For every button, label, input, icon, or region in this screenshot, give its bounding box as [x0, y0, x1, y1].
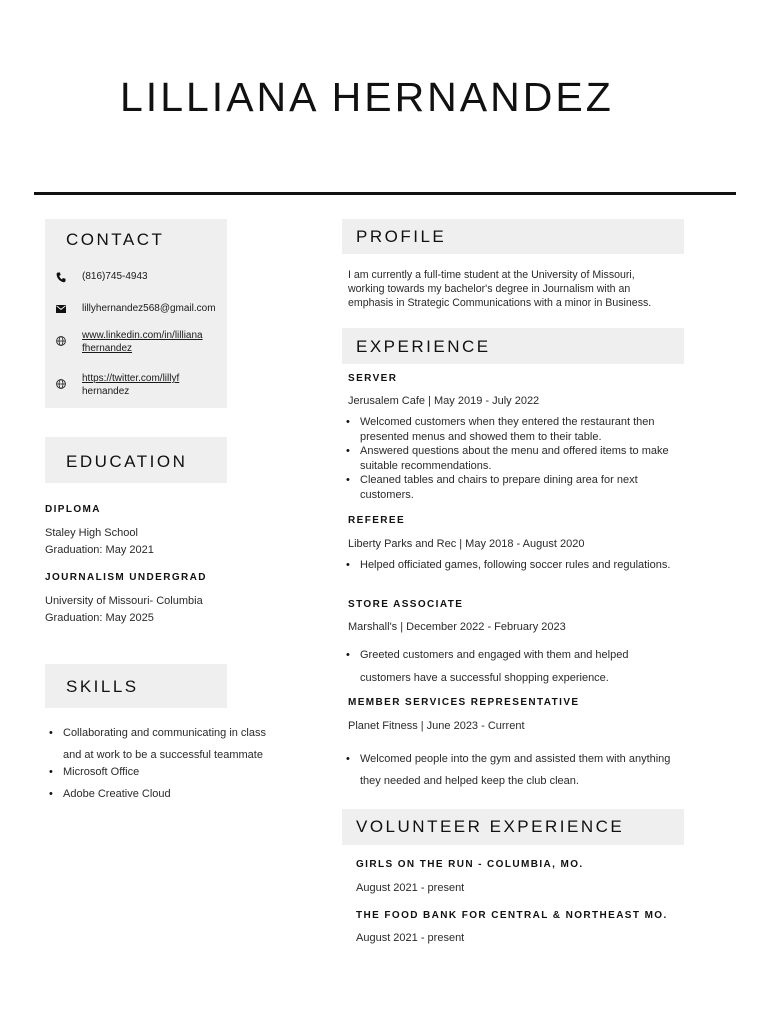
volunteer-title: VOLUNTEER EXPERIENCE: [356, 817, 625, 836]
profile-line: emphasis in Strategic Communications with a minor in Business.: [348, 297, 652, 309]
mail-icon: [56, 302, 82, 316]
profile-title: PROFILE: [356, 227, 447, 246]
volunteer-org: GIRLS ON THE RUN - COLUMBIA, MO.: [356, 859, 584, 870]
globe-icon: [56, 377, 82, 391]
job-bullet: [360, 415, 655, 444]
skills-title: SKILLS: [66, 677, 139, 696]
skill-item-line1: Adobe Creative Cloud: [63, 788, 171, 800]
job-meta: Jerusalem Cafe | May 2019 - July 2022: [348, 395, 540, 407]
profile-text: [348, 268, 651, 310]
volunteer-date: August 2021 - present: [356, 932, 465, 944]
education-section-header: [45, 437, 227, 483]
job-role: REFEREE: [348, 515, 406, 526]
job-role: MEMBER SERVICES REPRESENTATIVE: [348, 697, 580, 708]
education-graduation: Graduation: May 2021: [45, 544, 154, 556]
volunteer-date: August 2021 - present: [356, 882, 465, 894]
job-bullet-line1: Answered questions about the menu and offered items to make: [360, 445, 669, 457]
linkedin-link[interactable]: [82, 329, 203, 355]
phone-icon: [56, 270, 82, 284]
contact-phone: [56, 270, 148, 284]
job-bullet-line2: they needed and helped keep the club clean.: [360, 775, 579, 787]
job-bullet-line1: Welcomed people into the gym and assisted them with anything: [360, 753, 671, 765]
job-bullet-line2: suitable recommendations.: [360, 459, 492, 472]
contact-title: CONTACT: [66, 230, 165, 249]
job-bullet: [360, 644, 628, 690]
job-bullet-line2: customers have a successful shopping experience.: [360, 672, 609, 684]
twitter-link-line2: hernandez: [82, 386, 130, 397]
education-school: University of Missouri- Columbia: [45, 595, 203, 607]
globe-icon: [56, 334, 82, 348]
job-bullet-line1: Helped officiated games, following soccer rules and regulations.: [360, 559, 671, 571]
volunteer-org: THE FOOD BANK FOR CENTRAL & NORTHEAST MO.: [356, 910, 668, 921]
education-graduation: Graduation: May 2025: [45, 612, 154, 624]
job-role: STORE ASSOCIATE: [348, 599, 464, 610]
skill-item: [63, 766, 139, 778]
phone-number: (816)745-4943: [82, 271, 148, 282]
job-bullet-line1: Welcomed customers when they entered the restaurant then: [360, 416, 655, 428]
contact-email: [56, 302, 216, 316]
job-bullet-line1: Cleaned tables and chairs to prepare dining area for next: [360, 474, 638, 486]
resume-name: LILLIANA HERNANDEZ: [120, 74, 614, 120]
job-bullet-line1: Greeted customers and engaged with them and helped: [360, 649, 629, 661]
volunteer-section-header: [342, 809, 684, 845]
skill-item-line2: and at work to be a successful teammate: [63, 749, 263, 761]
job-bullet: [360, 559, 670, 571]
job-bullet: [360, 473, 638, 502]
linkedin-link-line2: fhernandez: [82, 343, 133, 354]
job-role: SERVER: [348, 373, 398, 384]
job-bullet-line2: customers.: [360, 488, 414, 501]
job-bullet-line2: presented menus and showed them to their table.: [360, 430, 602, 443]
skill-item: [63, 722, 266, 766]
header-divider: [34, 192, 736, 195]
email-address[interactable]: lillyhernandez568@gmail.com: [82, 303, 216, 314]
contact-linkedin: [56, 329, 203, 355]
job-bullet: [360, 444, 669, 473]
job-bullet: [360, 748, 670, 792]
skill-item: [63, 788, 171, 800]
profile-section-header: [342, 219, 684, 254]
profile-line: working towards my bachelor's degree in Journalism with an: [348, 283, 631, 295]
education-school: Staley High School: [45, 527, 138, 539]
job-meta: Planet Fitness | June 2023 - Current: [348, 720, 525, 732]
skills-section-header: [45, 664, 227, 708]
linkedin-link-line1: www.linkedin.com/in/lilliana: [82, 330, 203, 341]
job-meta: Marshall's | December 2022 - February 2023: [348, 621, 566, 633]
education-degree: DIPLOMA: [45, 504, 101, 515]
twitter-link[interactable]: [82, 372, 179, 398]
skill-item-line1: Microsoft Office: [63, 766, 140, 778]
skill-item-line1: Collaborating and communicating in class: [63, 727, 266, 739]
education-degree: JOURNALISM UNDERGRAD: [45, 572, 207, 583]
job-meta: Liberty Parks and Rec | May 2018 - August 2020: [348, 538, 585, 550]
contact-twitter: [56, 372, 179, 398]
profile-line: I am currently a full-time student at the University of Missouri,: [348, 269, 635, 281]
experience-section-header: [342, 328, 684, 364]
experience-title: EXPERIENCE: [356, 337, 491, 356]
education-title: EDUCATION: [66, 452, 188, 471]
twitter-link-line1: https://twitter.com/lillyf: [82, 373, 180, 384]
